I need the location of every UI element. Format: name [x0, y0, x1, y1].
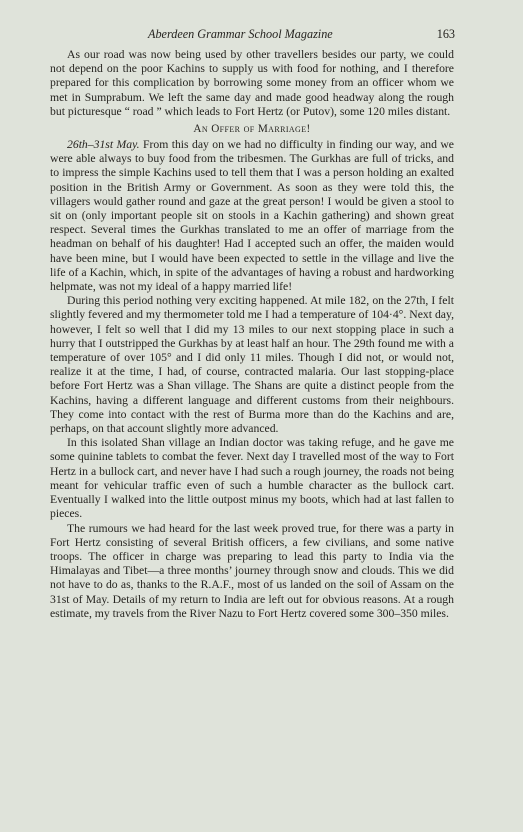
running-header — [50, 25, 454, 43]
magazine-page — [50, 25, 454, 621]
paragraph-fort-hertz: The rumours we had heard for the last week proved true, for there was a party in Fort Hertz consisting of several British officers, a few civilians, and some native troops. The officer in charge was preparing to lead this party to India via the Himalayas and Tibet—a three months’ journey through snow and clouds. This we did not have to do as, thanks to the R.A.F., most of us landed on the soil of Assam on the 31st of May. Details of my return to India are left out for obvious reasons. At a rough estimate, my travels from the River Nazu to Fort Hertz covered some 300–350 miles. — [50, 521, 454, 620]
magazine-title: Aberdeen Grammar School Magazine — [148, 27, 333, 41]
page-number: 163 — [436, 27, 455, 41]
section-heading: An Offer of Marriage! — [193, 123, 311, 136]
dateline: 26th–31st May. — [67, 138, 140, 152]
paragraph-shan-village: In this isolated Shan village an Indian doctor was taking refuge, and he gave me some quinine tablets to combat the fever. Next day I travelled most of the way to Fort Hertz in a bullock cart, and never have I had such a rough journey, the roads not being meant for vehicular traffic even of such a humble character as the bullock cart. Eventually I walked into the little outpost minus my boots, which had at last fallen to pieces. — [50, 436, 454, 521]
paragraph-road: As our road was now being used by other travellers besides our party, we could not depend on the poor Kachins to supply us with food for nothing, and I therefore prepared for this complication by borrowing some money from an officer whom we met in Sumprabum. We left the same day and made good headway along the rough but picturesque “ road ” which leads to Fort Hertz (or Putov), some 120 miles distant. — [50, 48, 454, 118]
paragraph-marriage-body: From this day on we had no difficulty in finding our way, and we were able always to buy food from the tribesmen. The Gurkhas are full of tricks, and to impress the simple Kachins used to tell them that I was a person holding an exalted position in the British Army or Government. As soon as they were told this, the villagers would gather round and gaze at the great person! I would be given a stool to sit on (only important people sit on stools in a Kachin gathering) and shown great respect. Several times the Gurkhas translated to me an offer of marriage from the headman on behalf of his daughter! Had I accepted such an offer, the maiden would have been mine, but I would have been expected to settle in the village and live the life of a Kachin, which, in spite of the advantages of having a robust and hardworking helpmate, was not my ideal of a happy married life! — [50, 138, 454, 294]
paragraph-marriage-offer — [50, 138, 454, 294]
paragraph-malaria: During this period nothing very exciting happened. At mile 182, on the 27th, I felt slightly fevered and my thermometer told me I had a temperature of 104·4°. Next day, however, I felt so well that I did my 13 miles to our next stopping place in such a hurry that I outstripped the Gurkhas by at least half an hour. The 29th found me with a temperature of over 105° and I did only 11 miles. Though I did not, or would not, realize it at the time, I had, of course, contracted malaria. Our last stopping-place before Fort Hertz was a Shan village. The Shans are quite a distinct people from the Kachins, having a different language and different customs from their neighbours. They come into contact with the rest of Burma more than do the Kachins and are, perhaps, on that account slightly more advanced. — [50, 294, 454, 436]
